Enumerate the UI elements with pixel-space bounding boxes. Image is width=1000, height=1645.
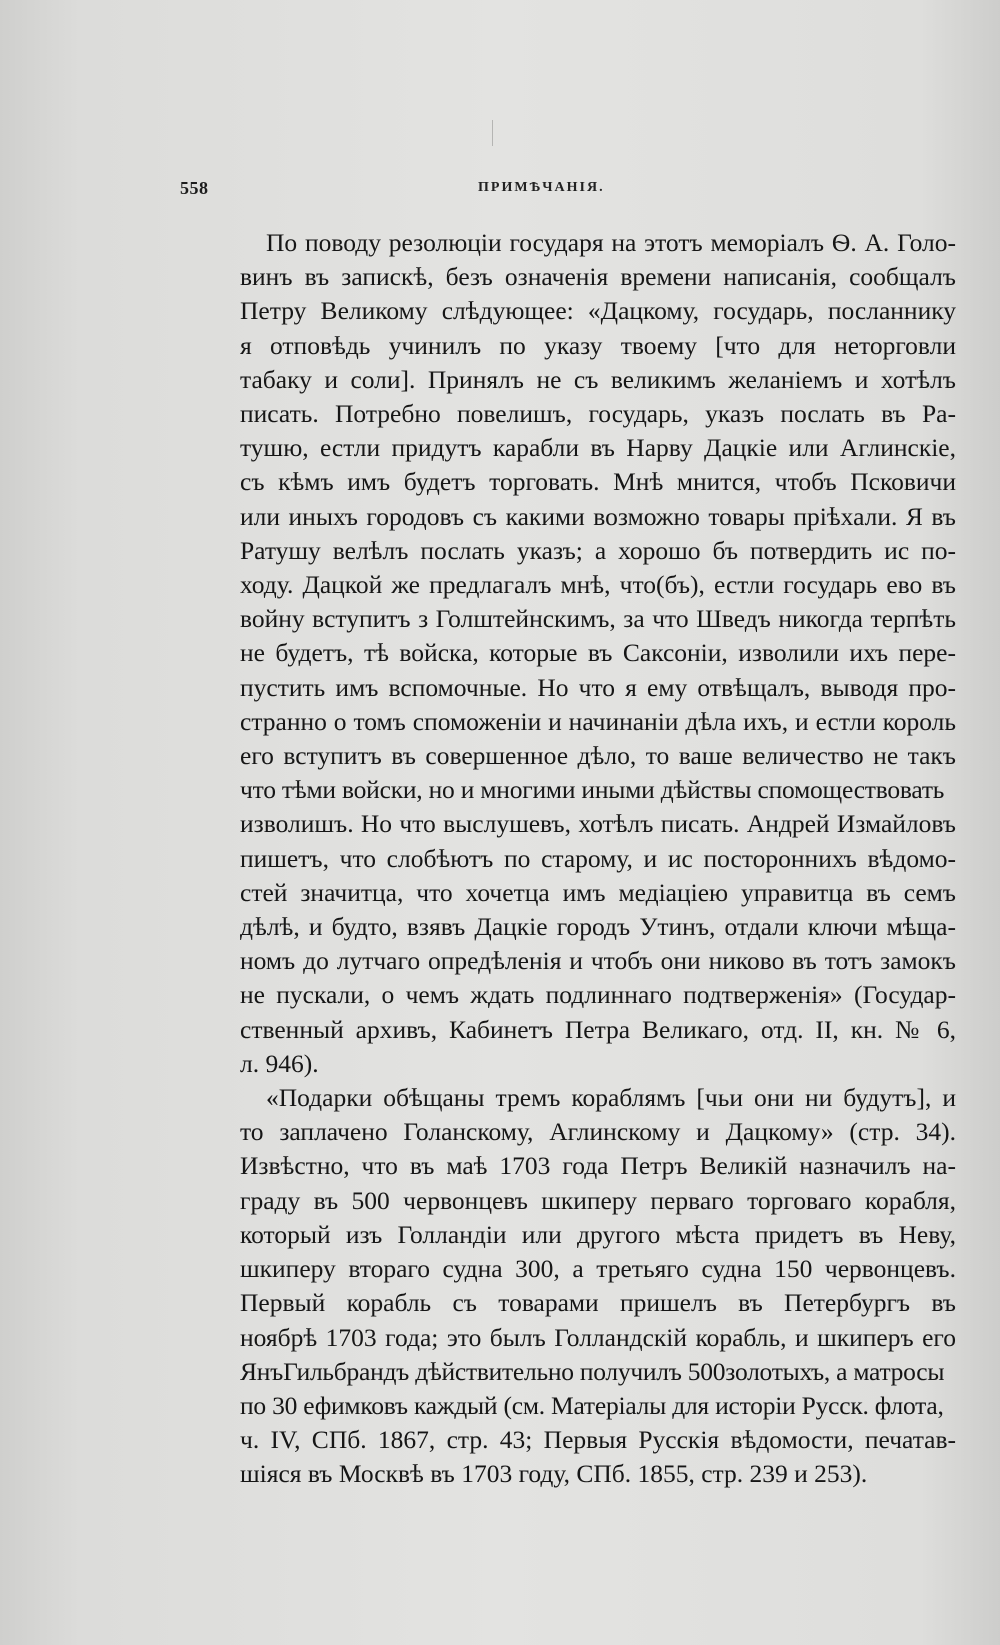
body-text [240, 226, 956, 1492]
running-title: ПРИМѢЧАНІЯ. [478, 180, 605, 195]
text-line: то заплачено Голанскому, Аглинскому и Дацкому» (стр. 34). [240, 1117, 956, 1147]
text-line: странно о томъ споможеніи и начинаніи дѣла ихъ, и естли король [240, 706, 956, 736]
text-line: стей значитца, что хочетца имъ медіаціею управитца въ семъ [240, 877, 956, 907]
text-line: шіяся въ Москвѣ въ 1703 году, СПб. 1855, стр. 239 и 253). [240, 1459, 868, 1489]
text-line: Ратушу велѣлъ послать указъ; а хорошо бъ потвердить ис по- [240, 535, 956, 565]
text-line: по 30 ефимковъ каждый (см. Матеріалы для исторіи Русск. флота, [240, 1390, 944, 1420]
text-line: л. 946). [240, 1048, 319, 1078]
text-line: дѣлѣ, и будто, взявъ Дацкіе городъ Утинъ, отдали ключи мѣща- [240, 912, 956, 942]
text-line: ходу. Дацкой же предлагалъ мнѣ, что(бъ), естли государь ево въ [240, 570, 956, 600]
text-line: что тѣми войски, но и многими иными дѣйствы спомоществовать [240, 775, 945, 805]
text-line: пустить имъ вспомочные. Но что я ему отвѣщалъ, выводя про- [240, 672, 956, 702]
text-line: ч. IV, СПб. 1867, стр. 43; Первыя Русскія вѣдомости, печатав- [240, 1425, 956, 1455]
text-line: писать. Потребно повелишъ, государь, указъ послать въ Ра- [240, 399, 956, 429]
text-line: войну вступитъ з Голштейнскимъ, за что Шведъ никогда терпѣть [240, 604, 956, 634]
text-line: Первый корабль съ товарами пришелъ въ Петербургъ въ [240, 1288, 956, 1318]
text-line: не пускали, о чемъ ждать подлиннаго подтверженія» (Государ- [240, 980, 956, 1010]
paragraph [240, 1081, 956, 1491]
text-line: граду въ 500 червонцевъ шкиперу перваго торговаго корабля, [240, 1185, 956, 1215]
text-line: ственный архивъ, Кабинетъ Петра Великаго, отд. II, кн. № 6, [240, 1014, 956, 1044]
page-number: 558 [180, 178, 209, 198]
text-line: шкиперу втораго судна 300, а третьяго судна 150 червонцевъ. [240, 1254, 956, 1284]
text-line: «Подарки обѣщаны тремъ кораблямъ [чьи они ни будутъ], и [266, 1083, 956, 1113]
text-line: ноябрѣ 1703 года; это былъ Голландскій корабль, и шкиперъ его [240, 1322, 956, 1352]
text-line: его вступитъ въ совершенное дѣло, то ваше величество не такъ [240, 741, 956, 771]
paragraph [240, 226, 956, 1081]
text-line: номъ до лутчаго опредѣленія и чтобъ они никово въ тотъ замокъ [240, 946, 956, 976]
text-line: По поводу резолюціи государя на этотъ меморіалъ Ѳ. А. Голо- [266, 228, 956, 257]
text-line: не будетъ, тѣ войска, которые въ Саксоніи, изволили ихъ пере- [240, 638, 956, 668]
text-line: я отповѣдь учинилъ по указу твоему [что для неторговли [240, 330, 956, 360]
text-line: съ кѣмъ имъ будетъ торговать. Мнѣ мнится, чтобъ Псковичи [240, 467, 956, 497]
page-header [180, 178, 980, 202]
page-crease-mark [492, 120, 493, 146]
text-line: винъ въ запискѣ, безъ означенія времени написанія, сообщалъ [240, 262, 956, 292]
text-line: пишетъ, что слобѣютъ по старому, и ис постороннихъ вѣдомо- [240, 843, 956, 873]
text-line: или иныхъ городовъ съ какими возможно товары пріѣхали. Я въ [240, 501, 956, 531]
text-line: Петру Великому слѣдующее: «Дацкому, государь, посланнику [240, 296, 956, 326]
text-line: изволишъ. Но что выслушевъ, хотѣлъ писать. Андрей Измайловъ [240, 809, 956, 839]
text-line: Извѣстно, что въ маѣ 1703 года Петръ Великій назначилъ на- [240, 1151, 956, 1181]
text-line: который изъ Голландіи или другого мѣста придетъ въ Неву, [240, 1219, 956, 1249]
text-line: ЯнъГильбрандъ дѣйствительно получилъ 500золотыхъ, а матросы [240, 1356, 945, 1386]
text-line: тушю, естли придутъ карабли въ Нарву Дацкіе или Аглинскіе, [240, 433, 956, 463]
text-line: табаку и соли]. Принялъ не съ великимъ желаніемъ и хотѣлъ [240, 364, 956, 394]
